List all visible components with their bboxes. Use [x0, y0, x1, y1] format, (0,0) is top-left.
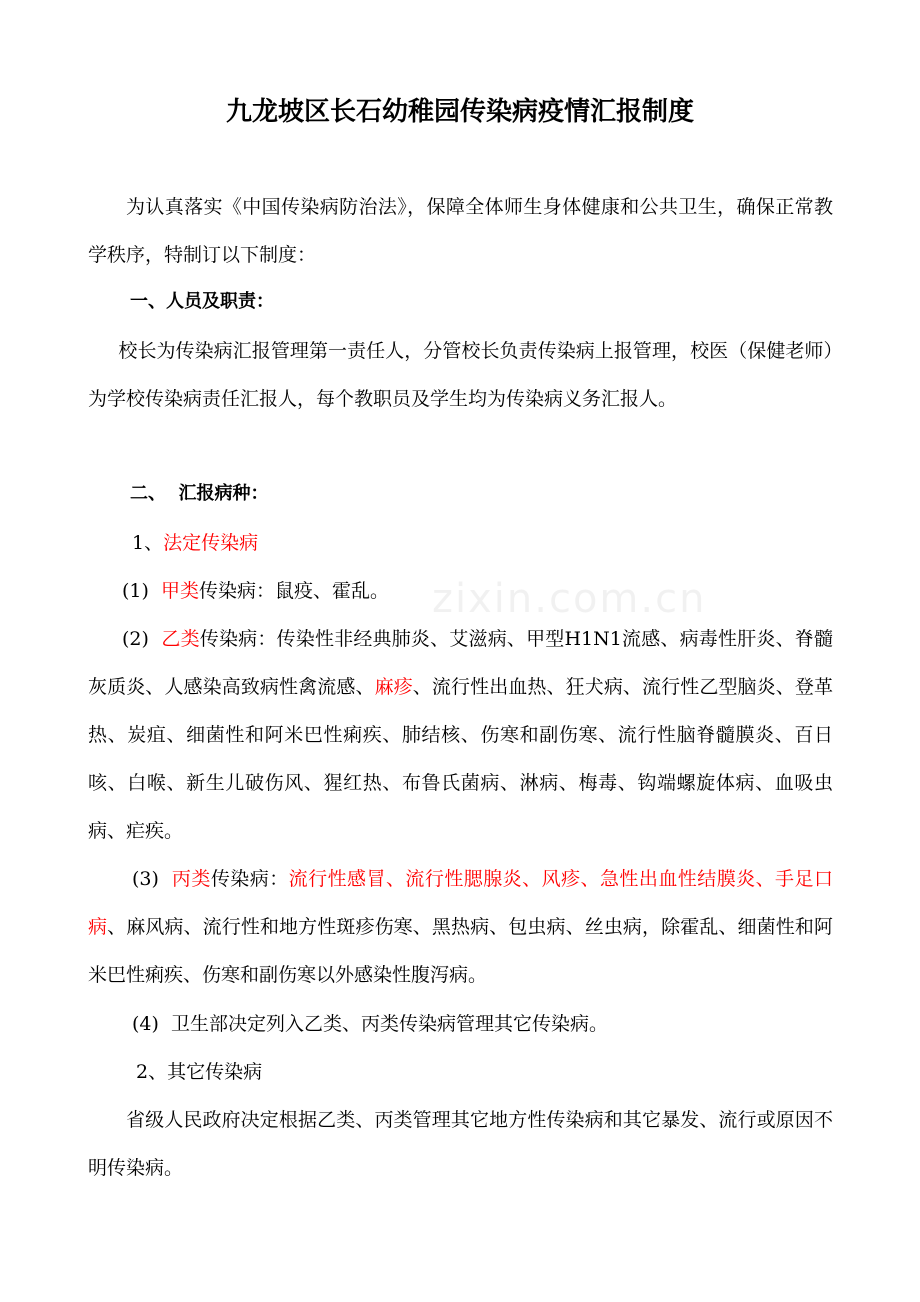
item1-class: 甲类 — [161, 580, 200, 602]
item2-paragraph — [88, 615, 833, 855]
item3-text-part2: 、麻风病、流行性和地方性斑疹伤寒、黑热病、包虫病、丝虫病，除霍乱、细菌性和阿米巴性痢疾、伤寒和副伤寒以外感染性腹泻病。 — [88, 916, 833, 986]
section1-body: 校长为传染病汇报管理第一责任人，分管校长负责传染病上报管理，校医（保健老师）为学校传染病责任汇报人，每个教职员及学生均为传染病义务汇报人。 — [88, 340, 833, 410]
item4-line — [132, 1000, 832, 1048]
item2-text-part1: 传染病：传染性非经典肺炎、艾滋病、甲型H1N1流感、病毒性肝炎、脊髓灰质炎、人感染高致病性禽流感、 — [88, 628, 833, 698]
watermark: zixin.com.cn — [432, 576, 707, 622]
item2-number: (2) — [122, 628, 149, 650]
sub2-body: 省级人民政府决定根据乙类、丙类管理其它地方性传染病和其它暴发、流行或原因不明传染病。 — [88, 1109, 833, 1179]
item3-red-diseases: 流行性感冒、流行性腮腺炎、风疹、急性出血性结膜炎、手足口病 — [88, 868, 833, 938]
intro-paragraph: 为认真落实《中国传染病防治法》，保障全体师生身体健康和公共卫生，确保正常教学秩序，特制订以下制度： — [88, 196, 833, 266]
item1-number: (1) — [122, 580, 149, 602]
item4-number: (4) — [132, 1013, 159, 1035]
item2-class: 乙类 — [161, 628, 200, 650]
item4-text: 卫生部决定列入乙类、丙类传染病管理其它传染病。 — [171, 1013, 609, 1035]
section1-heading: 一、人员及职责： — [130, 291, 274, 312]
section2-heading: 二、 汇报病种： — [130, 483, 269, 504]
item3-class: 丙类 — [171, 868, 211, 890]
sub1-label: 法定传染病 — [163, 532, 259, 554]
item3-number: (3) — [132, 868, 159, 890]
sub2-heading: 2、其它传染病 — [136, 1061, 263, 1083]
item1-text: 传染病：鼠疫、霍乱。 — [199, 580, 390, 602]
item2-red-measles: 麻疹 — [374, 676, 413, 698]
item2-text-part2: 、流行性出血热、狂犬病、流行性乙型脑炎、登革热、炭疽、细菌性和阿米巴性痢疾、肺结核、伤寒和副伤寒、流行性脑脊髓膜炎、百日咳、白喉、新生儿破伤风、猩红热、布鲁氏菌病、淋病、梅毒、钩端螺旋体病、血吸虫病、疟疾。 — [88, 676, 833, 842]
item3-paragraph — [88, 855, 833, 999]
sub1-prefix: 1、 — [132, 532, 164, 554]
item1-line — [122, 567, 832, 615]
sub1-heading — [132, 519, 832, 567]
item3-text-part1: 传染病： — [210, 868, 289, 890]
document-title: 九龙坡区长石幼稚园传染病疫情汇报制度 — [225, 97, 694, 127]
